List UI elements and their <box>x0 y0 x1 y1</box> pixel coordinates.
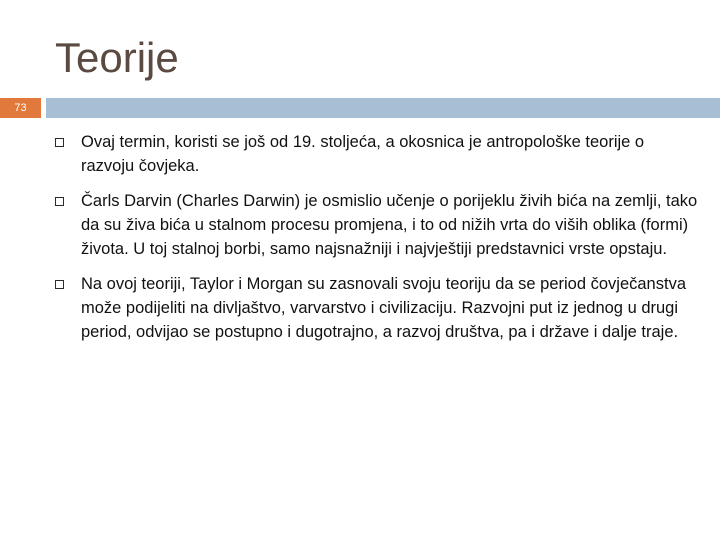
bullet-text: Ovaj termin, koristi se još od 19. stoljeća, a okosnica je antropološke teorije o razvoju čovjeka. <box>81 133 645 175</box>
bullet-text: (Charles Darwin) je osmislio učenje o porijeklu živih bića na zemlji, tako da su živa bića u stalnom procesu promjena, i to od nižih vrta do viših oblika (formi) života. U toj stalnoj borbi, samo najsnažniji i najvještiji predstavnici vrste opstaju. <box>81 192 698 258</box>
slide-title: Teorije <box>55 34 179 81</box>
slide-content <box>50 130 700 355</box>
bullet-lead-text: Čarls Darvin <box>81 192 172 210</box>
slide-number-badge: 73 <box>0 98 41 118</box>
bullet-item <box>50 272 700 344</box>
bullet-item <box>50 130 700 178</box>
square-bullet-icon <box>55 197 64 206</box>
header-rule <box>46 98 720 118</box>
bullet-item <box>50 189 700 261</box>
bullet-text: Na ovoj teoriji, Taylor i Morgan su zasnovali svoju teoriju da se period čovječanstva može podijeliti na divljaštvo, varvarstvo i civilizaciju. Razvojni put iz jednog u drugi period, odvijao se postupno i dugotrajno, a razvoj društva, pa i države i dalje traje. <box>81 275 686 341</box>
square-bullet-icon <box>55 138 64 147</box>
square-bullet-icon <box>55 280 64 289</box>
